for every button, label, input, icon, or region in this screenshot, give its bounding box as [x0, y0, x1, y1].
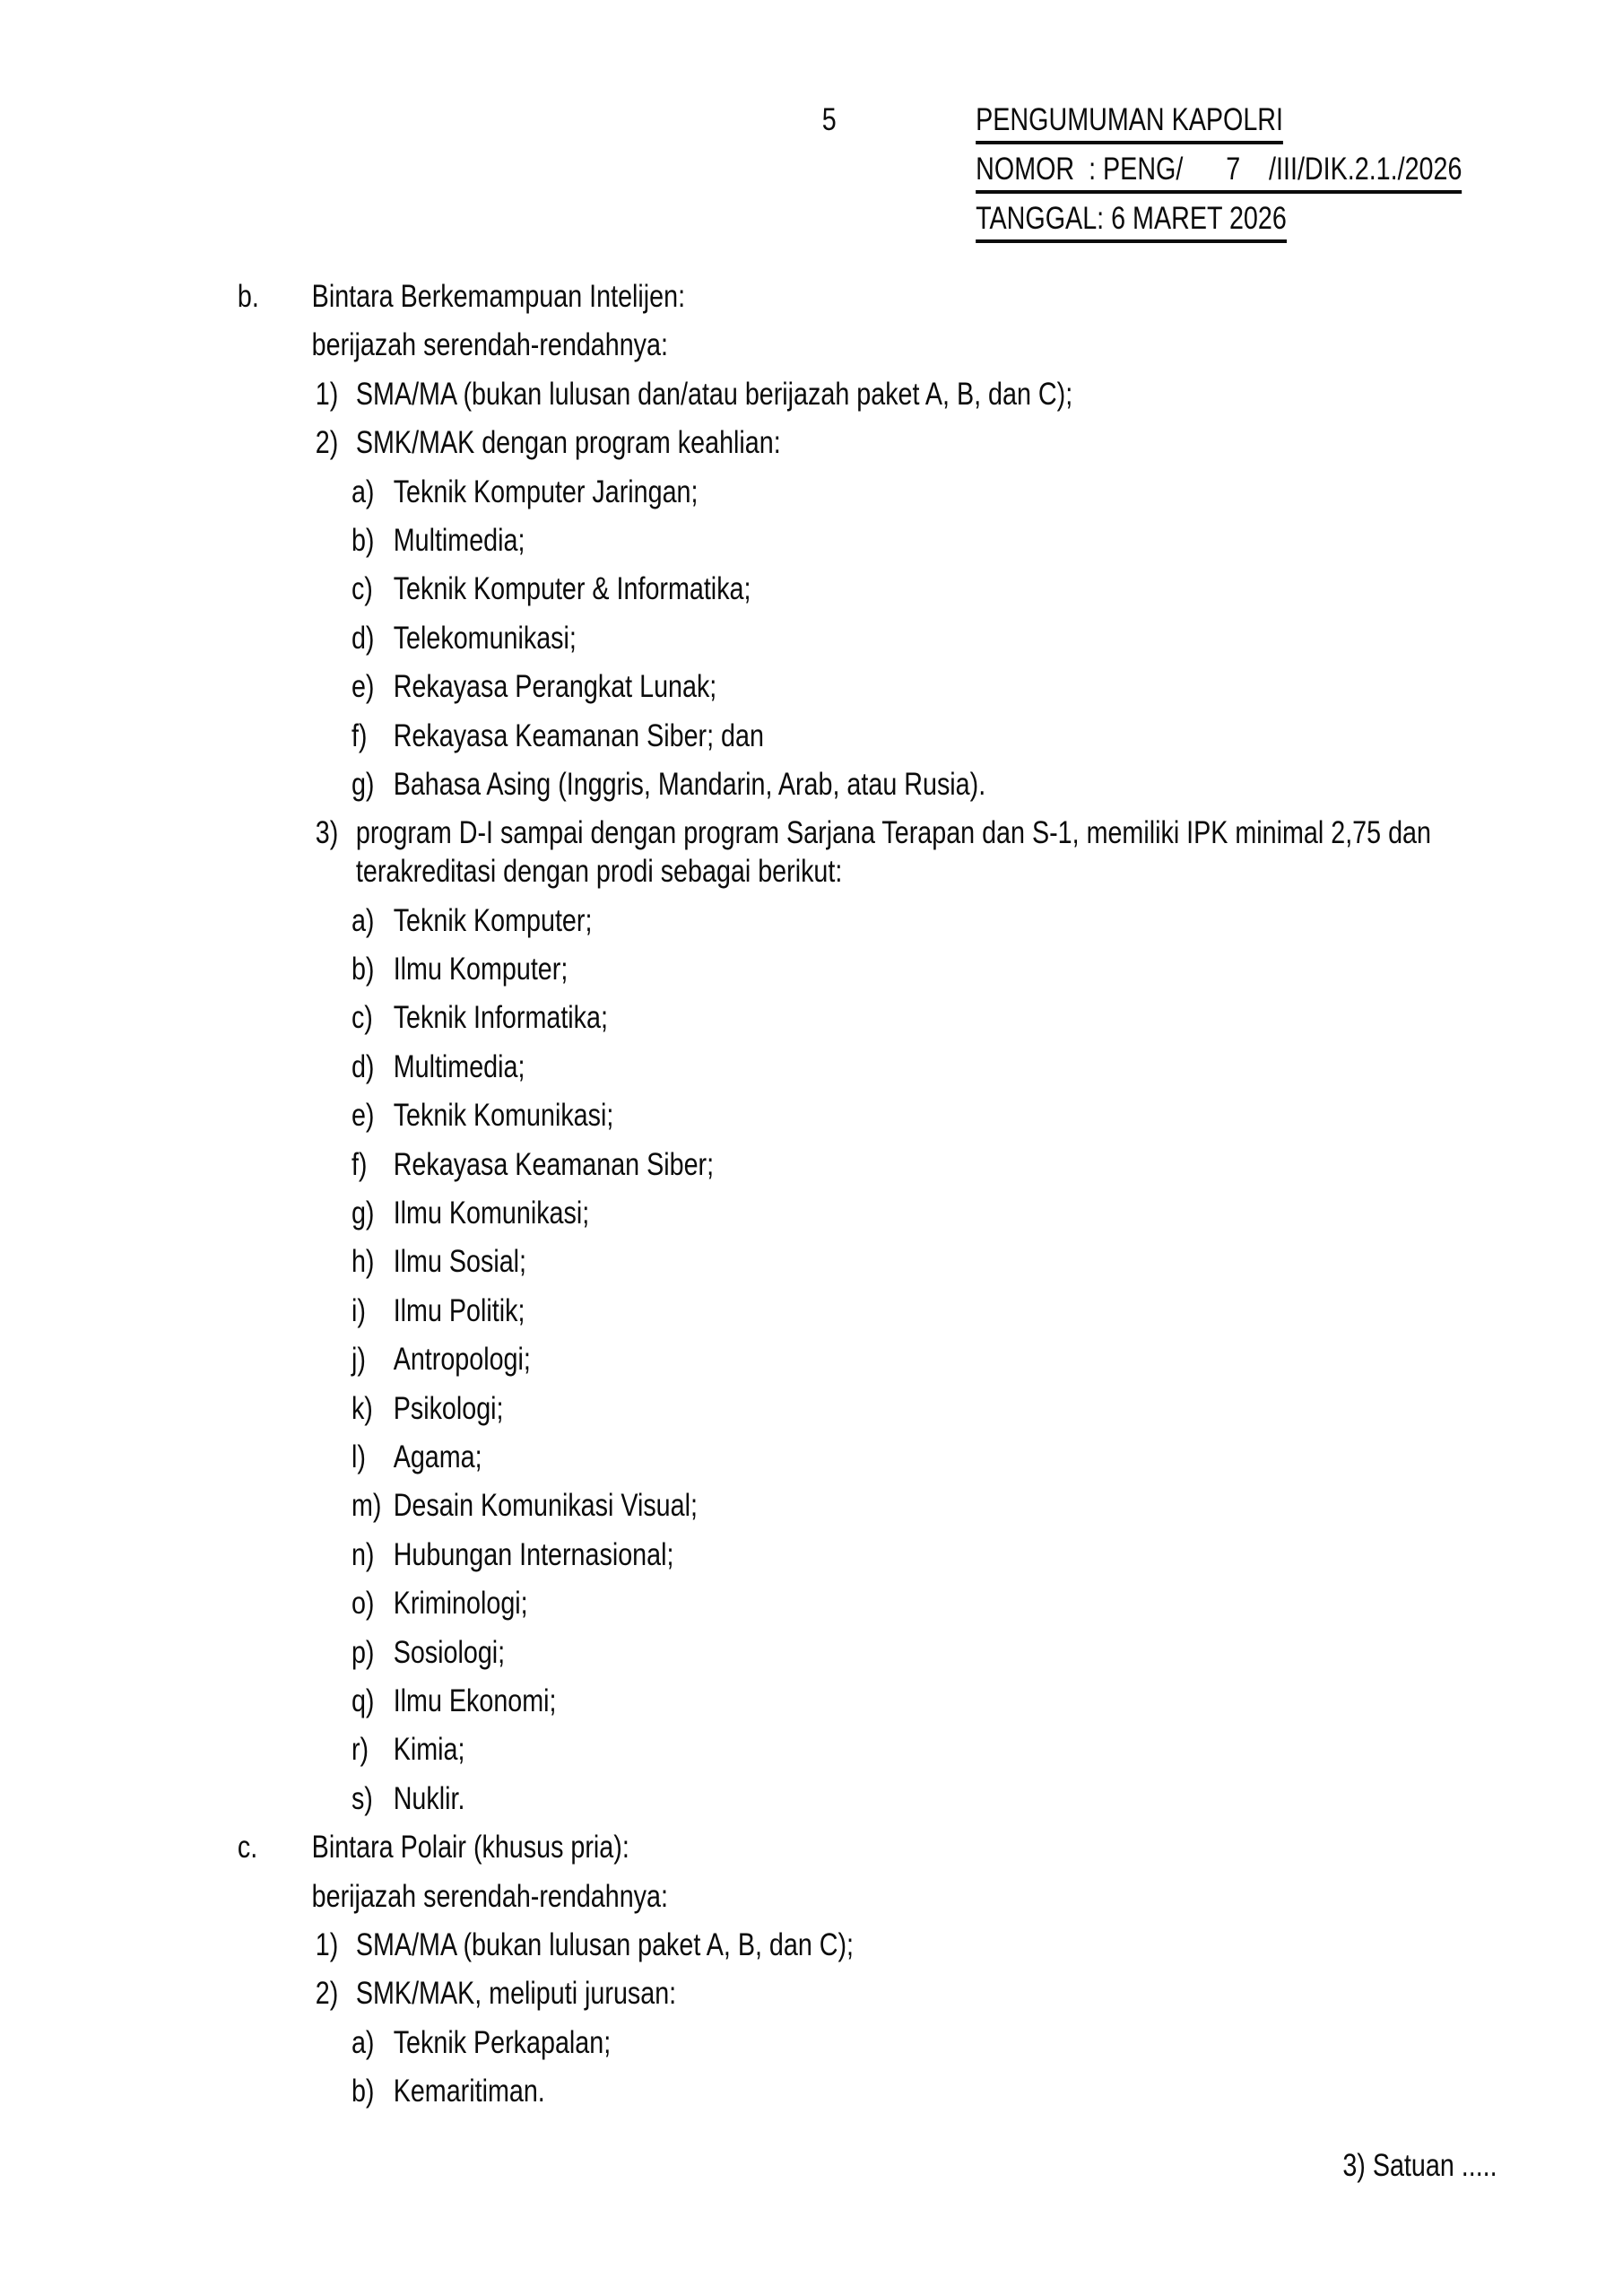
document-body — [0, 277, 1623, 2120]
sublist-item-text: Multimedia; — [393, 522, 525, 558]
sublist-item — [0, 1730, 1623, 1769]
sublist-item-text: Teknik Komunikasi; — [393, 1098, 614, 1134]
section-subtitle-row — [0, 326, 1623, 364]
sublist-item-letter: b) — [351, 522, 375, 558]
sublist-item-text: Telekomunikasi; — [393, 620, 577, 656]
list-item-number: 1) — [315, 1926, 339, 1962]
sublist-item-text: Ilmu Sosial; — [393, 1244, 527, 1280]
list-item-text: SMA/MA (bukan lulusan paket A, B, dan C); — [355, 1926, 855, 1962]
sublist-item-letter: a) — [351, 902, 375, 938]
sublist-item-text: Ilmu Politik; — [393, 1292, 525, 1328]
sublist-item — [0, 1438, 1623, 1476]
sublist-item-letter: h) — [351, 1244, 375, 1280]
sublist-item — [0, 2072, 1623, 2110]
sublist-item-text: Agama; — [393, 1439, 482, 1474]
section-title: Bintara Berkemampuan Intelijen: — [311, 279, 686, 314]
document-header — [976, 100, 1462, 248]
sublist-item — [0, 1292, 1623, 1330]
sublist-item — [0, 717, 1623, 755]
sublist-item-text: Ilmu Komunikasi; — [393, 1196, 590, 1231]
sublist-item — [0, 765, 1623, 804]
sublist-item-text: Ilmu Ekonomi; — [393, 1683, 557, 1718]
sublist-item — [0, 1682, 1623, 1720]
sublist-item-letter: f) — [351, 1146, 368, 1182]
header-title: PENGUMUMAN KAPOLRI — [976, 100, 1283, 144]
sublist-item — [0, 2023, 1623, 2062]
sublist-item-text: Kemaritiman. — [393, 2074, 545, 2109]
sublist-item-letter: q) — [351, 1683, 375, 1718]
sublist-item-text: Teknik Komputer Jaringan; — [393, 474, 699, 509]
sublist-item-text: Psikologi; — [393, 1390, 504, 1426]
list-item-text: SMK/MAK dengan program keahlian: — [355, 425, 781, 461]
sublist-item-text: Rekayasa Keamanan Siber; dan — [393, 718, 764, 753]
sublist-item — [0, 950, 1623, 988]
list-item — [0, 1974, 1623, 2013]
list-item-text: program D-I sampai dengan program Sarjana Terapan dan S-1, memiliki IPK minimal 2,75 dan terakreditasi dengan prodi sebagai berikut: — [355, 815, 1431, 890]
sublist-item-letter: p) — [351, 1634, 375, 1670]
sublist-item-letter: j) — [351, 1342, 366, 1378]
sublist-item — [0, 901, 1623, 940]
sublist-item — [0, 1779, 1623, 1818]
sublist-item — [0, 1096, 1623, 1135]
list-item — [0, 813, 1623, 891]
sublist-item-letter: o) — [351, 1586, 375, 1622]
section-label: c. — [237, 1830, 258, 1866]
section-subtitle: berijazah serendah-rendahnya: — [311, 327, 668, 363]
list-item-number: 1) — [315, 376, 339, 412]
sublist-item — [0, 1389, 1623, 1428]
sublist-item-text: Rekayasa Perangkat Lunak; — [393, 669, 717, 705]
sublist-item-letter: g) — [351, 766, 375, 802]
sublist-item-text: Nuklir. — [393, 1780, 465, 1816]
sublist-item-text: Kriminologi; — [393, 1586, 528, 1622]
list-item-number: 3) — [315, 815, 339, 851]
list-item-number: 2) — [315, 425, 339, 461]
sublist-item-letter: l) — [351, 1439, 366, 1474]
sublist-item-letter: e) — [351, 669, 375, 705]
header-line-nomor — [976, 150, 1462, 194]
sublist-item-letter: b) — [351, 952, 375, 987]
sublist-item-text: Antropologi; — [393, 1342, 531, 1378]
page-number: 5 — [821, 102, 837, 137]
sublist-item — [0, 521, 1623, 560]
sublist-item-text: Kimia; — [393, 1732, 465, 1768]
section-subtitle-row — [0, 1877, 1623, 1916]
sublist-item-letter: n) — [351, 1536, 375, 1572]
sublist-item-text: Teknik Informatika; — [393, 1000, 608, 1036]
sublist-item-letter: s) — [351, 1780, 373, 1816]
section-heading — [0, 1828, 1623, 1866]
sublist-item — [0, 1194, 1623, 1232]
list-item-number: 2) — [315, 1976, 339, 2012]
sublist-item-letter: d) — [351, 1048, 375, 1084]
list-item — [0, 1926, 1623, 1964]
sublist-item-letter: d) — [351, 620, 375, 656]
sublist-item-letter: f) — [351, 718, 368, 753]
list-item-text: SMK/MAK, meliputi jurusan: — [355, 1976, 677, 2012]
sublist-item — [0, 1242, 1623, 1281]
sublist-item — [0, 619, 1623, 657]
sublist-item-text: Rekayasa Keamanan Siber; — [393, 1146, 715, 1182]
sublist-item — [0, 570, 1623, 608]
sublist-item — [0, 473, 1623, 511]
sublist-item-letter: k) — [351, 1390, 373, 1426]
sublist-item-letter: a) — [351, 474, 375, 509]
sublist-item-letter: a) — [351, 2024, 375, 2060]
section-subtitle: berijazah serendah-rendahnya: — [311, 1878, 668, 1914]
sublist-item-letter: c) — [351, 1000, 373, 1036]
sublist-item — [0, 1340, 1623, 1378]
sublist-item — [0, 1633, 1623, 1672]
sublist-item-text: Teknik Komputer & Informatika; — [393, 571, 751, 607]
sublist-item — [0, 1535, 1623, 1574]
sublist-item-letter: r) — [351, 1732, 369, 1768]
sublist-item-text: Hubungan Internasional; — [393, 1536, 674, 1572]
header-nomor: NOMOR : PENG/ 7 /III/DIK.2.1./2026 — [976, 150, 1462, 194]
header-line-tanggal — [976, 199, 1462, 243]
sublist-item — [0, 1584, 1623, 1622]
sublist-item-text: Bahasa Asing (Inggris, Mandarin, Arab, atau Rusia). — [393, 766, 986, 802]
list-item — [0, 423, 1623, 462]
section-heading — [0, 277, 1623, 316]
sublist-item-text: Desain Komunikasi Visual; — [393, 1488, 698, 1524]
sublist-item — [0, 998, 1623, 1037]
list-item — [0, 375, 1623, 413]
sublist-item-text: Sosiologi; — [393, 1634, 506, 1670]
sublist-item — [0, 1048, 1623, 1086]
sublist-item-letter: c) — [351, 571, 373, 607]
sublist-item — [0, 1486, 1623, 1525]
sublist-item-text: Ilmu Komputer; — [393, 952, 568, 987]
sublist-item-letter: g) — [351, 1196, 375, 1231]
sublist-item-letter: e) — [351, 1098, 375, 1134]
sublist-item-letter: i) — [351, 1292, 366, 1328]
header-line-title — [976, 100, 1462, 144]
section-label: b. — [237, 279, 259, 314]
sublist-item — [0, 667, 1623, 706]
list-item-text: SMA/MA (bukan lulusan dan/atau berijazah paket A, B, dan C); — [355, 376, 1073, 412]
sublist-item-text: Multimedia; — [393, 1048, 525, 1084]
sublist-item-letter: b) — [351, 2074, 375, 2109]
header-tanggal: TANGGAL: 6 MARET 2026 — [976, 199, 1287, 243]
sublist-item-text: Teknik Perkapalan; — [393, 2024, 612, 2060]
sublist-item — [0, 1145, 1623, 1184]
section-title: Bintara Polair (khusus pria): — [311, 1830, 629, 1866]
sublist-item-text: Teknik Komputer; — [393, 902, 593, 938]
catchword: 3) Satuan ..... — [1342, 2148, 1497, 2183]
sublist-item-letter: m) — [351, 1488, 382, 1524]
